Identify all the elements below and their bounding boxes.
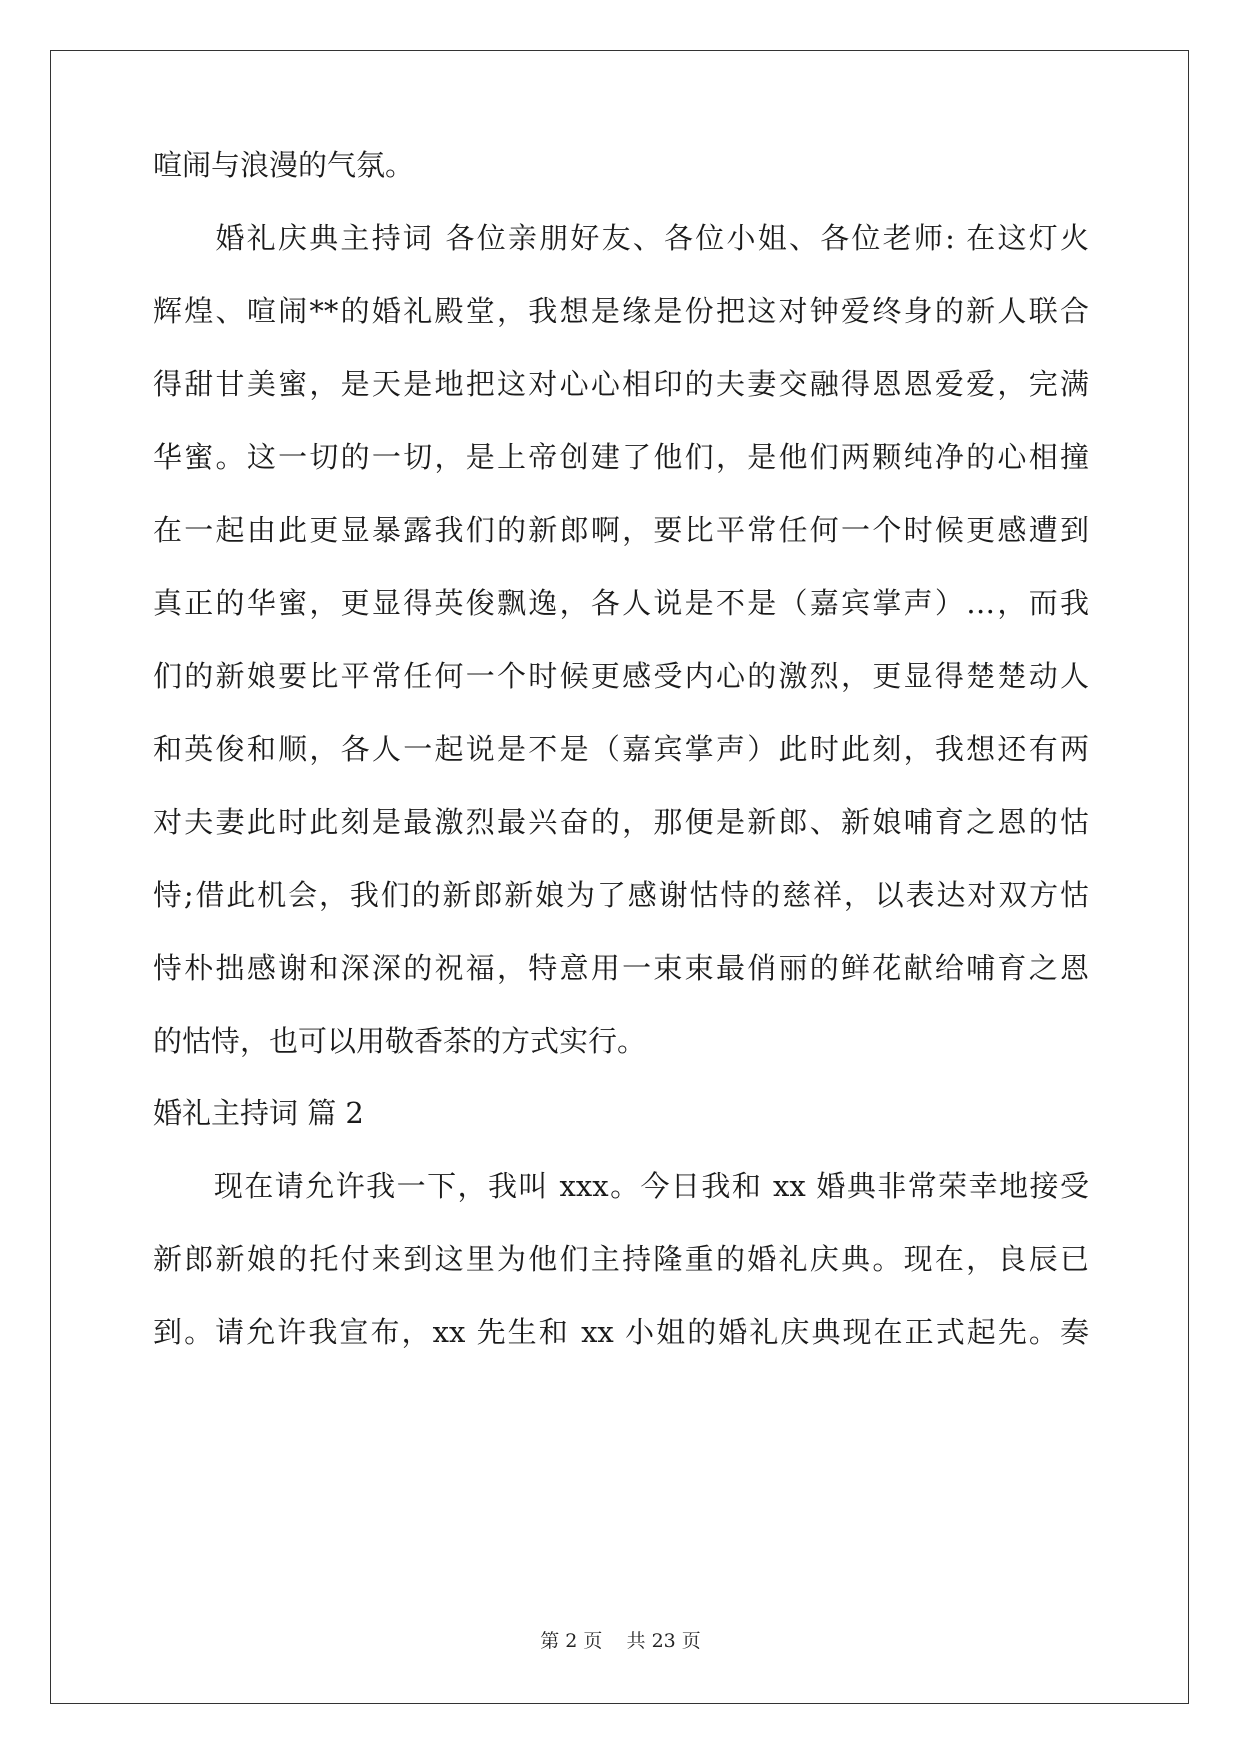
text-line: 们的新娘要比平常任何一个时候更感受内心的激烈，更显得楚楚动人 — [153, 659, 1089, 693]
text-line: 得甜甘美蜜，是天是地把这对心心相印的夫妻交融得恩恩爱爱，完满 — [153, 367, 1089, 401]
page-footer — [0, 1629, 1241, 1653]
text-line: 婚礼庆典主持词 各位亲朋好友、各位小姐、各位老师: 在这灯火 — [153, 221, 1089, 255]
text-line: 真正的华蜜，更显得英俊飘逸，各人说是不是（嘉宾掌声）…，而我 — [153, 586, 1089, 620]
text-line: 恃朴拙感谢和深深的祝福，特意用一束束最俏丽的鲜花献给哺育之恩 — [153, 951, 1089, 985]
text-line: 在一起由此更显暴露我们的新郎啊，要比平常任何一个时候更感遭到 — [153, 513, 1089, 547]
text-line: 现在请允许我一下，我叫 xxx。今日我和 xx 婚典非常荣幸地接受 — [153, 1169, 1089, 1203]
page-number: 第 2 页 — [540, 1630, 603, 1652]
text-line: 的怙恃，也可以用敬香茶的方式实行。 — [153, 1024, 647, 1058]
page-total: 共 23 页 — [626, 1630, 701, 1652]
text-line: 和英俊和顺，各人一起说是不是（嘉宾掌声）此时此刻，我想还有两 — [153, 732, 1089, 766]
text-line: 恃;借此机会，我们的新郎新娘为了感谢怙恃的慈祥，以表达对双方怙 — [153, 878, 1089, 912]
section-heading: 婚礼主持词 篇 2 — [153, 1096, 364, 1130]
text-line: 到。请允许我宣布，xx 先生和 xx 小姐的婚礼庆典现在正式起先。奏 — [153, 1315, 1089, 1349]
text-line: 新郎新娘的托付来到这里为他们主持隆重的婚礼庆典。现在，良辰已 — [153, 1242, 1089, 1276]
text-line: 对夫妻此时此刻是最激烈最兴奋的，那便是新郎、新娘哺育之恩的怙 — [153, 805, 1089, 839]
text-line: 华蜜。这一切的一切，是上帝创建了他们，是他们两颗纯净的心相撞 — [153, 440, 1089, 474]
text-line: 辉煌、喧闹**的婚礼殿堂，我想是缘是份把这对钟爱终身的新人联合 — [153, 294, 1089, 328]
text-line: 喧闹与浪漫的气氛。 — [153, 148, 415, 182]
